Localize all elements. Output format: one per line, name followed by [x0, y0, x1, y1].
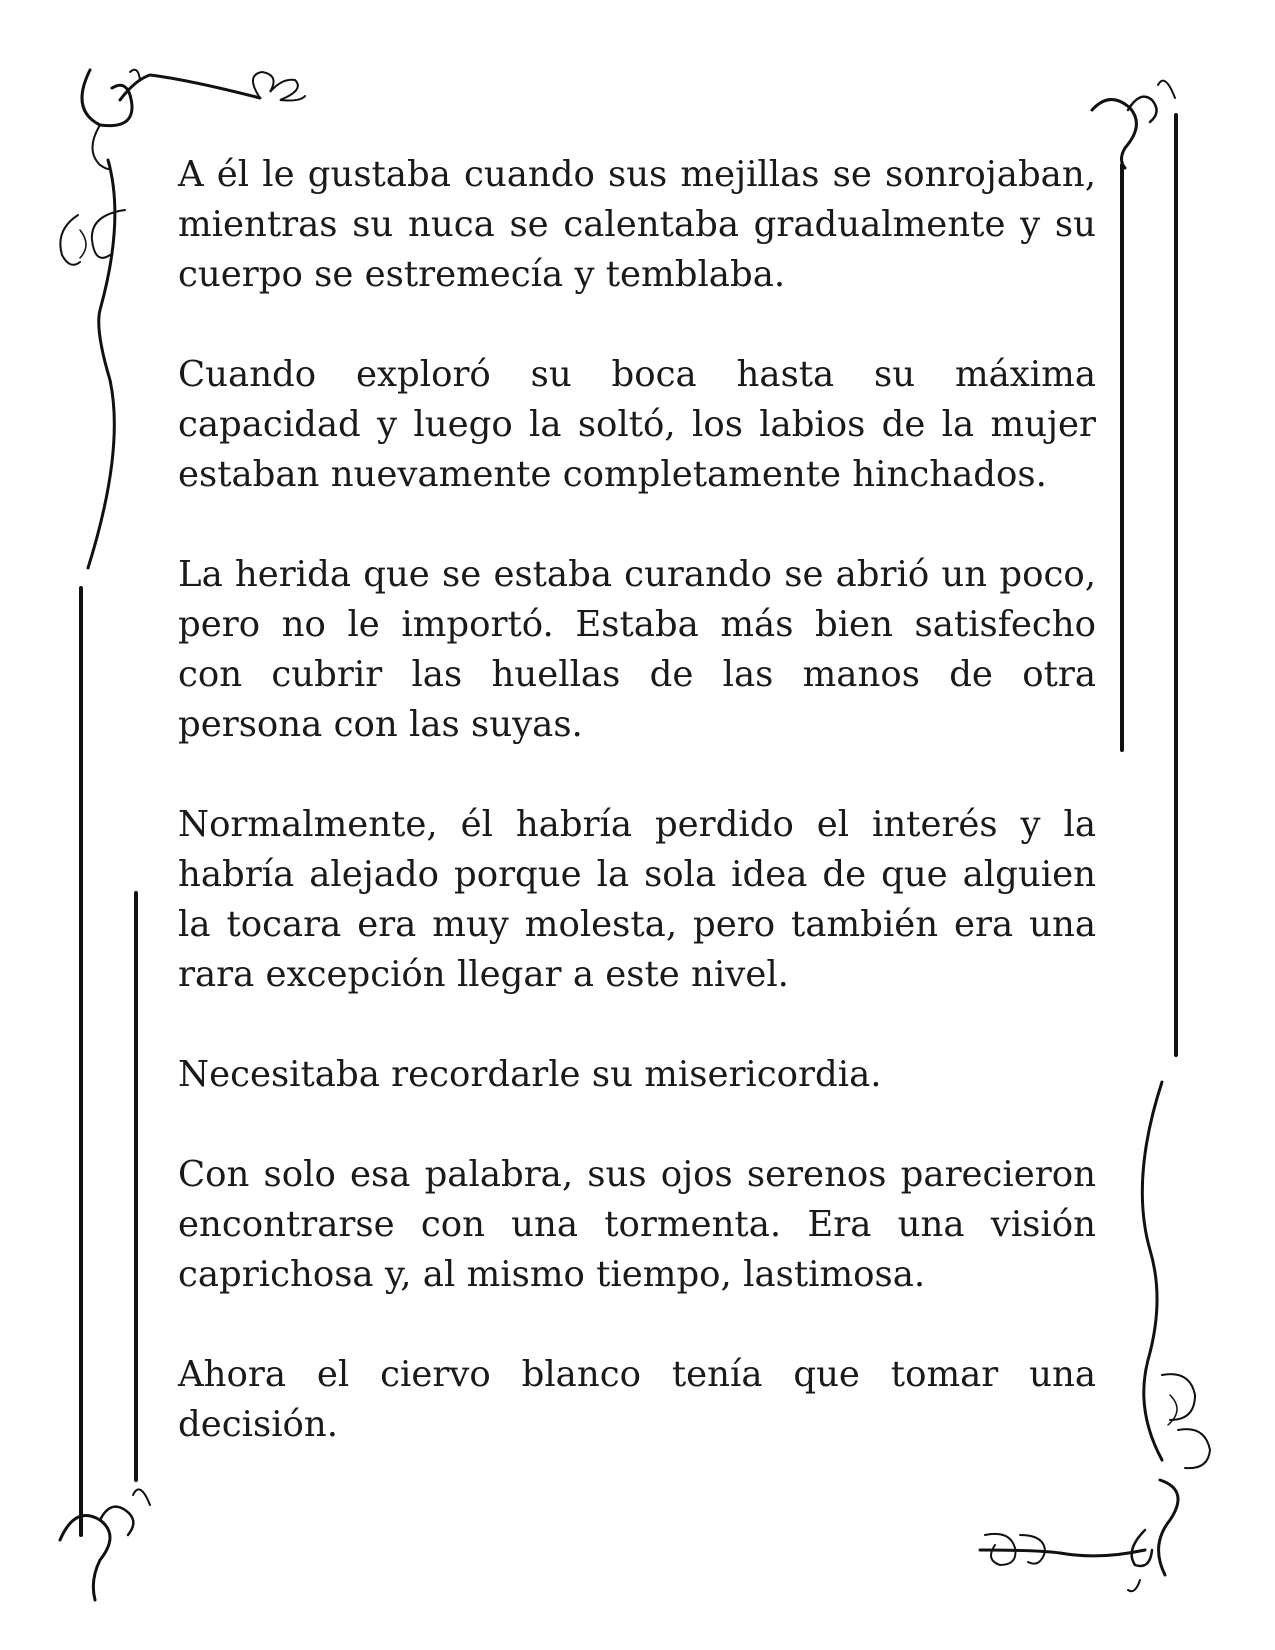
paragraph-1: A él le gustaba cuando sus mejillas se sonrojaban, mientras su nuca se calentaba gradualmente y su cuerpo se estremecía y temblaba. [178, 154, 1096, 295]
paragraph-6: Con solo esa palabra, sus ojos serenos parecieron encontrarse con una tormenta. Era una visión caprichosa y, al mismo tiempo, lastimosa. [178, 1154, 1096, 1295]
paragraph-4: Normalmente, él habría perdido el interés y la habría alejado porque la sola idea de que alguien la tocara era muy molesta, pero también era una rara excepción llegar a este nivel. [178, 804, 1096, 995]
bottom-left-flourish [60, 1489, 150, 1600]
right-swash [1142, 1082, 1162, 1460]
top-right-flourish [1092, 81, 1175, 168]
paragraph-5: Necesitaba recordarle su misericordia. [178, 1054, 882, 1095]
left-swash [88, 160, 115, 568]
paragraph-7: Ahora el ciervo blanco tenía que tomar una decisión. [178, 1354, 1096, 1445]
paragraph-2: Cuando exploró su boca hasta su máxima capacidad y luego la soltó, los labios de la mujer estaban nuevamente completamente hinchados. [178, 354, 1096, 495]
story-text [178, 150, 1096, 1500]
paragraph-3: La herida que se estaba curando se abrió un poco, pero no le importó. Estaba más bien satisfecho con cubrir las huellas de las manos de otra persona con las suyas. [178, 554, 1096, 745]
